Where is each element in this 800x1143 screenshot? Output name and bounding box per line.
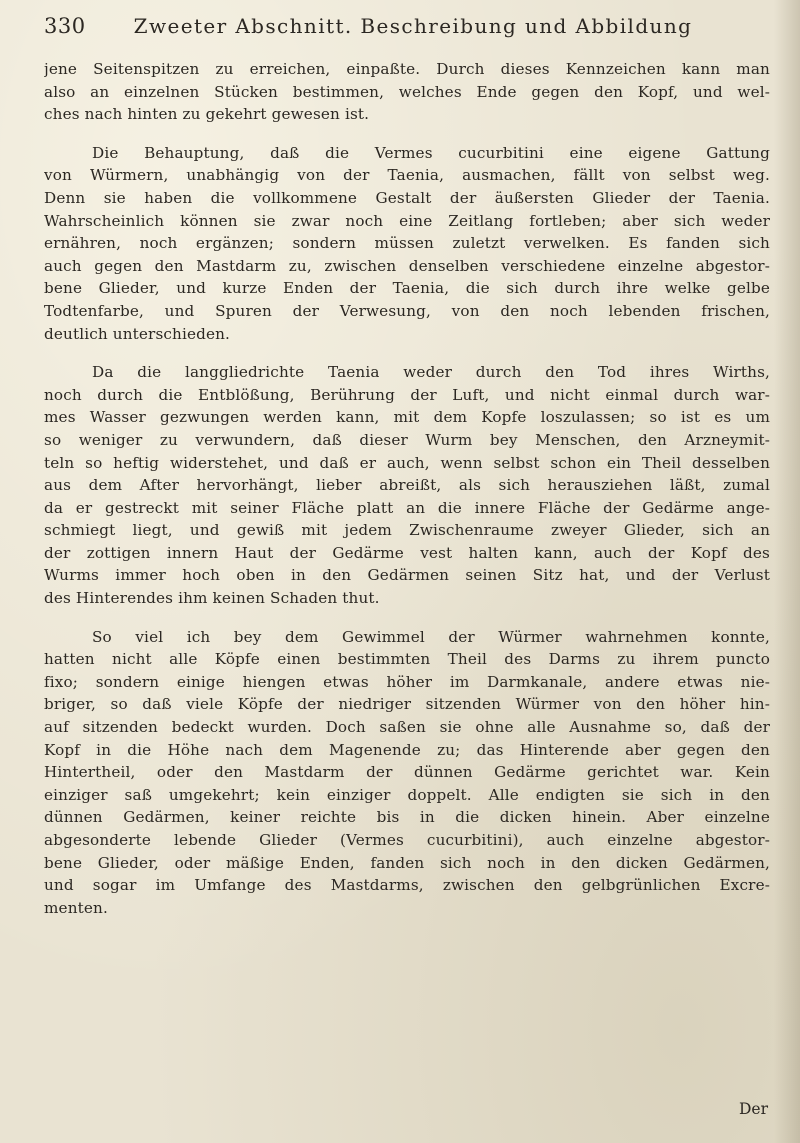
text-line: jene Seitenspitzen zu erreichen, einpaßte. Durch dieses Kennzeichen kann man bbox=[44, 60, 770, 78]
text-line: dünnen Gedärmen, keiner reichte bis in die dicken hinein. Aber einzelne bbox=[44, 808, 770, 827]
text-line: teln so heftig widerstehet, und daß er auch, wenn selbst schon ein Theil desselben bbox=[44, 453, 770, 472]
text-line: So viel ich bey dem Gewimmel der Würmer wahrnehmen konnte, bbox=[92, 627, 770, 646]
text-line: noch durch die Entblößung, Berührung der Luft, und nicht einmal durch war- bbox=[44, 385, 770, 404]
page-number: 330 bbox=[44, 14, 86, 38]
text-line: Da die langgliedrichte Taenia weder durch den Tod ihres Wirths, bbox=[92, 363, 770, 382]
text-line: der zottigen innern Haut der Gedärme vest halten kann, auch der Kopf des bbox=[44, 543, 770, 562]
paragraph-2 bbox=[44, 142, 770, 345]
text-line: Wurms immer hoch oben in den Gedärmen seinen Sitz hat, und der Verlust bbox=[44, 566, 770, 585]
text-line: briger, so daß viele Köpfe der niedriger sitzenden Würmer von den höher hin- bbox=[44, 695, 770, 714]
text-line: des Hinterendes ihm keinen Schaden thut. bbox=[44, 589, 380, 608]
text-line: und sogar im Umfange des Mastdarms, zwischen den gelbgrünlichen Excre- bbox=[44, 876, 770, 895]
text-line: fixo; sondern einige hiengen etwas höher im Darmkanale, andere etwas nie- bbox=[44, 672, 770, 691]
running-title: Zweeter Abschnitt. Beschreibung und Abbildung bbox=[133, 14, 693, 38]
text-line: aus dem After hervorhängt, lieber abreißt, als sich herausziehen läßt, zumal bbox=[44, 476, 770, 495]
text-line: bene Glieder, oder mäßige Enden, fanden sich noch in den dicken Gedärmen, bbox=[44, 853, 770, 872]
text-line: menten. bbox=[44, 898, 108, 917]
text-line: Kopf in die Höhe nach dem Magenende zu; das Hinterende aber gegen den bbox=[44, 740, 770, 759]
text-line: ches nach hinten zu gekehrt gewesen ist. bbox=[44, 105, 370, 124]
text-line: Denn sie haben die vollkommene Gestalt der äußersten Glieder der Taenia. bbox=[44, 188, 770, 207]
text-line: mes Wasser gezwungen werden kann, mit dem Kopfe loszulassen; so ist es um bbox=[44, 408, 770, 427]
text-line: da er gestreckt mit seiner Fläche platt an die innere Fläche der Gedärme ange- bbox=[44, 498, 770, 517]
text-line: schmiegt liegt, und gewiß mit jedem Zwischenraume zweyer Glieder, sich an bbox=[44, 521, 770, 540]
body-text bbox=[44, 58, 770, 935]
text-line: Hintertheil, oder den Mastdarm der dünnen Gedärme gerichtet war. Kein bbox=[44, 763, 770, 782]
paragraph-3 bbox=[44, 361, 770, 610]
text-line: bene Glieder, und kurze Enden der Taenia, die sich durch ihre welke gelbe bbox=[44, 279, 770, 298]
text-line: von Würmern, unabhängig von der Taenia, ausmachen, fällt von selbst weg. bbox=[44, 166, 770, 185]
text-line: Die Behauptung, daß die Vermes cucurbitini eine eigene Gattung bbox=[92, 143, 770, 162]
text-line: hatten nicht alle Köpfe einen bestimmten Theil des Darms zu ihrem puncto bbox=[44, 650, 770, 669]
page-edge-shadow bbox=[774, 0, 800, 1143]
text-line: Wahrscheinlich können sie zwar noch eine Zeitlang fortleben; aber sich weder bbox=[44, 211, 770, 230]
running-head bbox=[44, 14, 770, 50]
catchword: Der bbox=[738, 1100, 768, 1118]
text-line: deutlich unterschieden. bbox=[44, 324, 231, 343]
paragraph-1 bbox=[44, 58, 770, 126]
text-line: auf sitzenden bedeckt wurden. Doch saßen sie ohne alle Ausnahme so, daß der bbox=[44, 718, 770, 737]
text-line: einziger saß umgekehrt; kein einziger doppelt. Alle endigten sie sich in den bbox=[44, 785, 770, 804]
text-line: auch gegen den Mastdarm zu, zwischen denselben verschiedene einzelne abgestor- bbox=[44, 256, 770, 275]
text-line: ernähren, noch ergänzen; sondern müssen zuletzt verwelken. Es fanden sich bbox=[44, 234, 770, 253]
text-line: abgesonderte lebende Glieder (Vermes cucurbitini), auch einzelne abgestor- bbox=[44, 831, 770, 849]
text-line: also an einzelnen Stücken bestimmen, welches Ende gegen den Kopf, und wel- bbox=[44, 82, 770, 101]
text-line: so weniger zu verwundern, daß dieser Wurm bey Menschen, den Arzneymit- bbox=[44, 430, 770, 449]
text-line: Todtenfarbe, und Spuren der Verwesung, von den noch lebenden frischen, bbox=[44, 301, 770, 320]
paragraph-4 bbox=[44, 626, 770, 920]
